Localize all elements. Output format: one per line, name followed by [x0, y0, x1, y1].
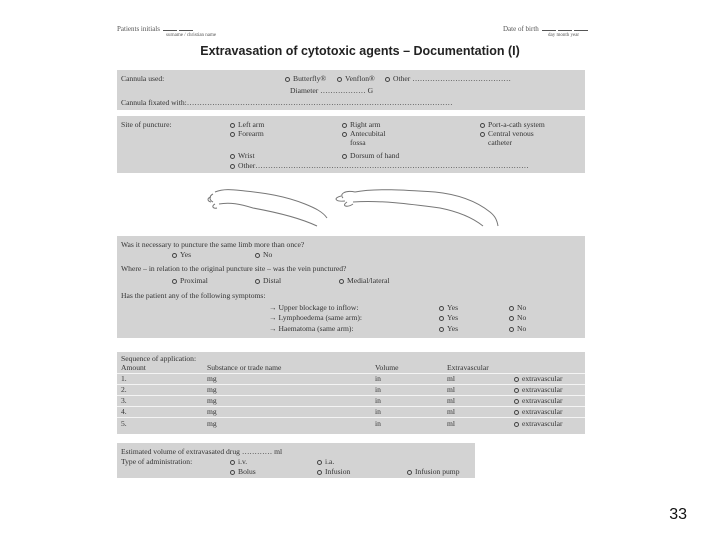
port-a-cath-option[interactable]: Port-a-cath system	[480, 120, 545, 129]
row-volume: in	[375, 385, 381, 394]
row-extravascular[interactable]: extravascular	[514, 374, 562, 383]
symptom-no[interactable]: No	[509, 324, 526, 333]
cannula-label: Cannula used:	[121, 74, 165, 83]
row-extravascular[interactable]: extravascular	[514, 407, 562, 416]
administration-panel	[117, 443, 475, 478]
dorsum-option[interactable]: Dorsum of hand	[342, 151, 399, 160]
row-ml: ml	[447, 374, 456, 383]
row-volume: in	[375, 374, 381, 383]
symptom-row: → Upper blockage to inflow:	[269, 303, 359, 312]
puncture-yes[interactable]: Yes	[172, 250, 191, 259]
page-number: 33	[669, 506, 687, 523]
ia-option[interactable]: i.a.	[317, 457, 334, 466]
infusion-pump-option[interactable]: Infusion pump	[407, 467, 460, 476]
dob-box[interactable]	[558, 24, 572, 31]
dob-box[interactable]	[574, 24, 588, 31]
right-arm-option[interactable]: Right arm	[342, 120, 381, 129]
right-arm-outline	[355, 190, 498, 226]
left-arm-option[interactable]: Left arm	[230, 120, 264, 129]
left-arm-outline	[219, 203, 317, 226]
dob-sublabel: day month year	[548, 33, 580, 38]
row-unit: mg	[207, 419, 217, 428]
row-unit: mg	[207, 385, 217, 394]
row-number: 5.	[121, 419, 127, 428]
other-option[interactable]: Other …………………………………	[385, 74, 511, 83]
col-header-extravascular: Extravascular	[447, 363, 489, 372]
page-title: Extravasation of cytotoxic agents – Documentation (I)	[200, 44, 520, 58]
col-header-amount: Amount	[121, 363, 146, 372]
row-number: 3.	[121, 396, 127, 405]
infusion-option[interactable]: Infusion	[317, 467, 350, 476]
date-of-birth-label: Date of birth	[503, 24, 589, 33]
row-unit: mg	[207, 396, 217, 405]
row-extravascular[interactable]: extravascular	[514, 385, 562, 394]
dob-box[interactable]	[542, 24, 556, 31]
puncture-question: Was it necessary to puncture the same limb more than once?	[121, 240, 305, 249]
site-panel	[117, 116, 585, 173]
row-number: 1.	[121, 374, 127, 383]
fixated-field[interactable]: Cannula fixated with:……………………………………………………………………………………………	[121, 98, 453, 107]
row-ml: ml	[447, 396, 456, 405]
central-venous-option[interactable]: Central venous	[480, 129, 534, 138]
row-volume: in	[375, 396, 381, 405]
symptom-yes[interactable]: Yes	[439, 303, 458, 312]
central-venous-cont: catheter	[488, 138, 513, 147]
antecubital-option[interactable]: Antecubital	[342, 129, 385, 138]
row-volume: in	[375, 419, 381, 428]
row-ml: ml	[447, 407, 456, 416]
initials-sublabel: surname / christian name	[166, 33, 217, 38]
symptom-yes[interactable]: Yes	[439, 324, 458, 333]
sequence-panel	[117, 352, 585, 434]
forearm-option[interactable]: Forearm	[230, 129, 264, 138]
proximal-option[interactable]: Proximal	[172, 276, 208, 285]
col-header-substance: Substance or trade name	[207, 363, 282, 372]
butterfly-option[interactable]: Butterfly®	[285, 74, 326, 83]
col-header-volume: Volume	[375, 363, 399, 372]
puncture-panel	[117, 236, 585, 338]
distal-option[interactable]: Distal	[255, 276, 281, 285]
left-hand-outline	[208, 194, 217, 208]
puncture-no[interactable]: No	[255, 250, 272, 259]
iv-option[interactable]: i.v.	[230, 457, 247, 466]
site-other-option[interactable]: Other………………………………………………………………………………………………	[230, 161, 529, 170]
row-ml: ml	[447, 419, 456, 428]
diameter-field[interactable]: Diameter ……………… G	[290, 86, 374, 95]
patients-initials-label: Patients initials	[117, 24, 194, 33]
symptom-row: → Lymphoedema (same arm):	[269, 313, 363, 322]
right-hand-outline	[336, 191, 355, 206]
initials-box[interactable]	[179, 24, 193, 31]
symptoms-question: Has the patient any of the following symptoms:	[121, 291, 266, 300]
symptom-no[interactable]: No	[509, 313, 526, 322]
wrist-option[interactable]: Wrist	[230, 151, 255, 160]
venflon-option[interactable]: Venflon®	[337, 74, 375, 83]
site-label: Site of puncture:	[121, 120, 172, 129]
row-extravascular[interactable]: extravascular	[514, 419, 562, 428]
row-extravascular[interactable]: extravascular	[514, 396, 562, 405]
row-unit: mg	[207, 407, 217, 416]
sequence-title: Sequence of application:	[121, 354, 197, 363]
symptom-yes[interactable]: Yes	[439, 313, 458, 322]
extravasated-volume-field[interactable]: Estimated volume of extravasated drug ………… ml	[121, 447, 283, 456]
row-number: 2.	[121, 385, 127, 394]
administration-type-label: Type of administration:	[121, 457, 193, 466]
medial-option[interactable]: Medial/lateral	[339, 276, 390, 285]
symptom-no[interactable]: No	[509, 303, 526, 312]
right-arm-outline	[353, 201, 483, 226]
initials-box[interactable]	[163, 24, 177, 31]
bolus-option[interactable]: Bolus	[230, 467, 256, 476]
row-number: 4.	[121, 407, 127, 416]
where-question: Where – in relation to the original puncture site – was the vein punctured?	[121, 264, 347, 273]
row-ml: ml	[447, 385, 456, 394]
row-unit: mg	[207, 374, 217, 383]
cannula-panel	[117, 70, 585, 110]
row-volume: in	[375, 407, 381, 416]
antecubital-cont: fossa	[350, 138, 366, 147]
symptom-row: → Haematoma (same arm):	[269, 324, 354, 333]
arms-illustration	[205, 182, 505, 230]
